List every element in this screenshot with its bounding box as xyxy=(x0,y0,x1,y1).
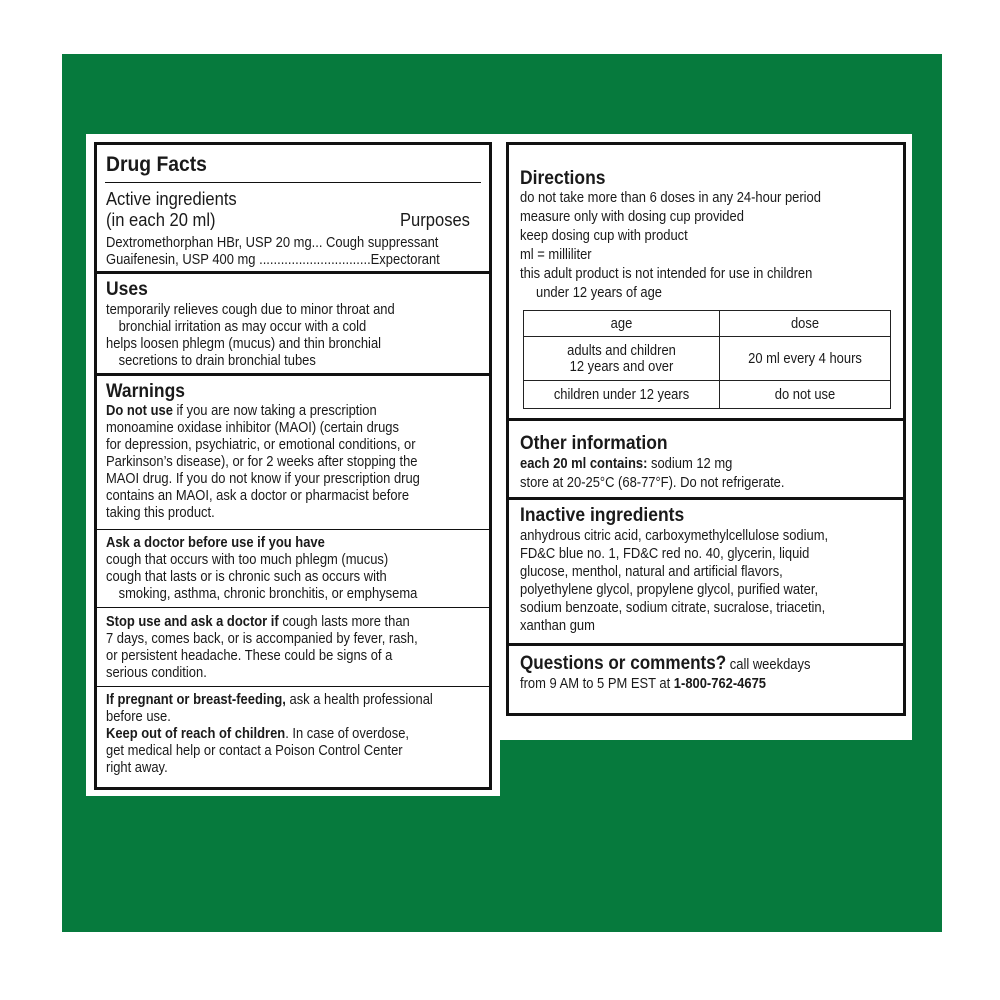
ask-doctor-line: smoking, asthma, chronic bronchitis, or emphysema xyxy=(118,586,418,602)
stop-use-line: serious condition. xyxy=(106,665,207,681)
keep-out-label: Keep out of reach of children xyxy=(106,726,286,742)
table-row xyxy=(524,381,891,409)
divider xyxy=(97,686,489,687)
keep-out-line: right away. xyxy=(106,760,168,776)
inactive-ingredients-heading: Inactive ingredients xyxy=(520,505,685,526)
uses-heading: Uses xyxy=(106,279,148,300)
header-age: age xyxy=(610,315,633,332)
stop-use-line xyxy=(106,614,410,632)
ask-doctor-line: cough that lasts or is chronic such as occurs with xyxy=(106,569,387,585)
do-not-use-label: Do not use xyxy=(106,403,173,419)
leader-dots: ............................... xyxy=(259,252,371,268)
keep-out-line xyxy=(106,726,409,744)
pregnant-line xyxy=(106,692,433,710)
directions-line: ml = milliliter xyxy=(520,247,592,263)
divider xyxy=(97,373,489,376)
directions-heading: Directions xyxy=(520,168,606,189)
inactive-line: glucose, menthol, natural and artificial flavors, xyxy=(520,564,783,580)
directions-line: do not take more than 6 doses in any 24-hour period xyxy=(520,190,821,206)
do-not-use-text: if you are now taking a prescription xyxy=(172,403,377,419)
pregnant-line: before use. xyxy=(106,709,171,725)
dose-value: do not use xyxy=(774,386,836,403)
divider xyxy=(97,529,489,530)
stop-use-line: or persistent headache. These could be signs of a xyxy=(106,648,393,664)
drug-facts-title: Drug Facts xyxy=(106,153,207,176)
ingredient-row xyxy=(106,235,438,253)
ingredient-purpose: Expectorant xyxy=(370,252,440,268)
stop-use-text: cough lasts more than xyxy=(278,614,410,630)
phone-number: 1-800-762-4675 xyxy=(673,676,766,692)
drug-facts-right-panel xyxy=(506,142,906,716)
uses-line: bronchial irritation as may occur with a cold xyxy=(118,319,367,335)
directions-line: keep dosing cup with product xyxy=(520,228,688,244)
divider xyxy=(97,271,489,274)
dose-value: 20 ml every 4 hours xyxy=(748,350,862,367)
warning-line: for depression, psychiatric, or emotional conditions, or xyxy=(106,437,416,453)
inactive-line: xanthan gum xyxy=(520,618,595,634)
contains-label: each 20 ml contains: xyxy=(520,456,648,472)
contains-value: sodium 12 mg xyxy=(647,456,733,472)
pregnant-label: If pregnant or breast-feeding, xyxy=(106,692,286,708)
age-value: adults and children xyxy=(567,342,676,359)
header-dose: dose xyxy=(790,315,820,332)
ingredient-name: Dextromethorphan HBr, USP 20 mg xyxy=(106,235,312,251)
other-information-heading: Other information xyxy=(520,433,668,454)
warning-line: taking this product. xyxy=(106,505,215,521)
table-cell xyxy=(720,381,891,409)
directions-line: this adult product is not intended for use in children xyxy=(520,266,813,282)
divider xyxy=(509,497,903,500)
inactive-line: anhydrous citric acid, carboxymethylcellulose sodium, xyxy=(520,528,829,544)
age-value: children under 12 years xyxy=(553,386,690,403)
ask-doctor-line: cough that occurs with too much phlegm (mucus) xyxy=(106,552,389,568)
ingredient-name: Guaifenesin, USP 400 mg xyxy=(106,252,256,268)
age-value: 12 years and over xyxy=(569,358,674,375)
keep-out-text: . In case of overdose, xyxy=(285,726,410,742)
purposes-heading: Purposes xyxy=(400,210,470,230)
warning-line: Parkinson’s disease), or for 2 weeks after stopping the xyxy=(106,454,418,470)
warning-line: contains an MAOI, ask a doctor or pharmacist before xyxy=(106,488,410,504)
questions-line xyxy=(520,676,766,694)
table-header xyxy=(720,311,891,337)
divider xyxy=(105,182,481,183)
per-dose-note: (in each 20 ml) xyxy=(106,210,216,230)
ingredient-purpose: Cough suppressant xyxy=(326,235,439,251)
inactive-line: sodium benzoate, sodium citrate, sucralose, triacetin, xyxy=(520,600,826,616)
uses-line: helps loosen phlegm (mucus) and thin bronchial xyxy=(106,336,382,352)
questions-line xyxy=(520,653,810,676)
divider xyxy=(509,418,903,421)
drug-facts-left-panel xyxy=(94,142,492,790)
dosing-table xyxy=(523,310,891,409)
pregnant-text: ask a health professional xyxy=(285,692,433,708)
table-row xyxy=(524,337,891,381)
directions-line: measure only with dosing cup provided xyxy=(520,209,744,225)
active-ingredients-heading: Active ingredients xyxy=(106,189,237,209)
questions-heading: Questions or comments? xyxy=(520,653,727,674)
other-info-line: store at 20-25°C (68-77°F). Do not refrigerate. xyxy=(520,475,785,491)
ask-doctor-heading xyxy=(106,535,325,553)
stop-use-label: Stop use and ask a doctor if xyxy=(106,614,279,630)
table-cell xyxy=(720,337,891,381)
divider xyxy=(509,643,903,646)
inactive-line: FD&C blue no. 1, FD&C red no. 40, glycerin, liquid xyxy=(520,546,810,562)
table-cell xyxy=(524,381,720,409)
do-not-use-line xyxy=(106,403,377,421)
uses-line: temporarily relieves cough due to minor throat and xyxy=(106,302,395,318)
table-cell xyxy=(524,337,720,381)
stop-use-line: 7 days, comes back, or is accompanied by fever, rash, xyxy=(106,631,418,647)
warning-line: monoamine oxidase inhibitor (MAOI) (certain drugs xyxy=(106,420,399,436)
table-header-row xyxy=(524,311,891,337)
leader-dots: ... xyxy=(311,235,323,251)
warning-line: MAOI drug. If you do not know if your prescription drug xyxy=(106,471,420,487)
questions-text: call weekdays xyxy=(726,657,811,673)
warnings-heading: Warnings xyxy=(106,381,185,402)
divider xyxy=(97,607,489,608)
directions-line: under 12 years of age xyxy=(536,285,663,301)
other-info-line xyxy=(520,456,732,474)
inactive-line: polyethylene glycol, propylene glycol, purified water, xyxy=(520,582,819,598)
ask-doctor-label: Ask a doctor before use if you have xyxy=(106,535,325,551)
table-header xyxy=(524,311,720,337)
hours-text: from 9 AM to 5 PM EST at xyxy=(520,676,674,692)
keep-out-line: get medical help or contact a Poison Control Center xyxy=(106,743,403,759)
ingredient-row xyxy=(106,252,440,270)
uses-line: secretions to drain bronchial tubes xyxy=(118,353,316,369)
